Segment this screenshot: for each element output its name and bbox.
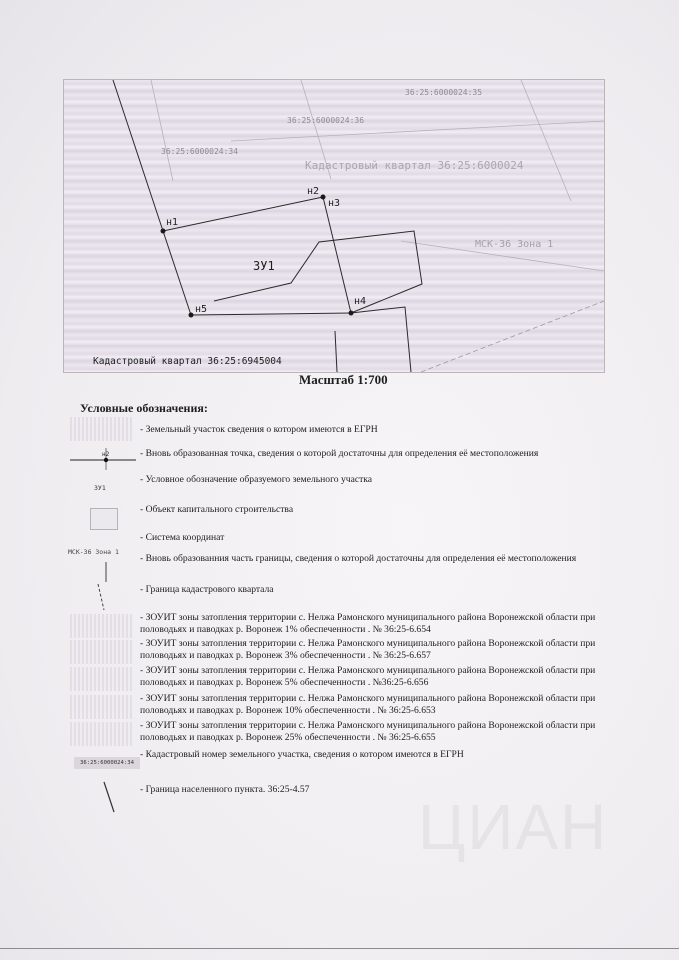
quarter-faded-label: Кадастровый квартал 36:25:6000024	[305, 159, 524, 172]
boundary-n1-n2	[163, 197, 323, 231]
legend-text: - Условное обозначение образуемого земельного участка	[140, 474, 373, 485]
faded-cadastral-labels	[161, 88, 553, 250]
legend-text: - ЗОУИТ зоны затопления территории с. Нелжа Рамонского муниципального района Воронежской области при половодьях и паводках р. Воронеж 1% обеспеченности . № 36:25-6.654	[140, 612, 596, 635]
cadastral-map[interactable]	[63, 79, 605, 373]
legend-text: - ЗОУИТ зоны затопления территории с. Нелжа Рамонского муниципального района Воронежской области при половодьях и паводках р. Воронеж 5% обеспеченности . №36:25-6.656	[140, 665, 596, 688]
parcel-line	[521, 80, 571, 201]
settlement-boundary-line	[113, 80, 191, 315]
legend-symbol-zone	[68, 612, 138, 638]
quarter-label: Кадастровый квартал 36:25:6945004	[93, 356, 282, 367]
zu-symbol-label: ЗУ1	[94, 484, 106, 492]
boundary-n5-n4	[191, 313, 351, 315]
point-n2[interactable]	[321, 195, 326, 200]
label-n1: н1	[166, 217, 179, 228]
label-n2: н2	[307, 186, 320, 197]
legend-symbol-parcel	[68, 417, 138, 443]
legend-text: - ЗОУИТ зоны затопления территории с. Нелжа Рамонского муниципального района Воронежской области при половодьях и паводках р. Воронеж 3% обеспеченности . № 36:25-6.657	[140, 638, 596, 661]
map-svg	[64, 80, 604, 372]
legend-text: - Вновь образованная точка, сведения о которой достаточны для определения её местоположения	[140, 448, 539, 459]
legend-text: - Граница кадастрового квартала	[140, 584, 274, 595]
legend-symbol-zu	[68, 474, 138, 500]
point-n5[interactable]	[189, 313, 194, 318]
legend-symbol-dashed	[68, 582, 138, 608]
point-labels	[93, 186, 366, 367]
formation-points	[161, 195, 354, 318]
symbol-line	[104, 782, 114, 812]
point-n1[interactable]	[161, 229, 166, 234]
legend-symbol-settlement	[68, 780, 138, 814]
legend-symbol-building	[68, 504, 138, 530]
mk-symbol-label: МСК-36 Зона 1	[68, 548, 119, 556]
point-n4[interactable]	[349, 311, 354, 316]
legend-symbol-zone	[68, 665, 138, 691]
legend-symbol-cad	[68, 749, 138, 775]
watermark: ЦИАН	[418, 791, 609, 863]
building-outline-right	[351, 307, 411, 372]
parcel-line	[151, 80, 173, 181]
legend-text: - ЗОУИТ зоны затопления территории с. Нелжа Рамонского муниципального района Воронежской области при половодьях и паводках р. Воронеж 25% обеспеченности . № 36:25-6.655	[140, 720, 596, 743]
label-n3: н3	[328, 198, 341, 209]
parcel-label-zu1: ЗУ1	[253, 259, 275, 273]
legend-text: - ЗОУИТ зоны затопления территории с. Нелжа Рамонского муниципального района Воронежской области при половодьях и паводках р. Воронеж 10% обеспеченности . № 36:25-6.653	[140, 693, 596, 716]
existing-parcel-outline	[214, 231, 422, 313]
symbol-dot	[104, 458, 108, 462]
legend-title: Условные обозначения:	[80, 401, 208, 415]
page-bottom-rule	[0, 948, 679, 949]
cad-number-34: 36:25:6000024:34	[161, 147, 239, 156]
quarter-boundary	[421, 301, 604, 372]
coordinate-system-label: МСК-36 Зона 1	[475, 239, 554, 250]
building-outline-left	[335, 331, 337, 372]
cad-number-36: 36:25:6000024:36	[287, 116, 365, 125]
legend-symbol-point	[68, 444, 138, 470]
legend-symbol-zone	[68, 720, 138, 746]
cad-number-35: 36:25:6000024:35	[405, 88, 483, 97]
legend-symbol-zone	[68, 693, 138, 719]
legend-text: - Граница населенного пункта. 36:25-4.57	[140, 784, 310, 795]
legend-symbol-zone	[68, 638, 138, 664]
cad-number-chip: 36:25:6000024:34	[74, 757, 140, 769]
legend-text: - Вновь образованния часть границы, сведения о которой достаточны для определения её местоположения	[140, 553, 577, 564]
scale-label: Масштаб 1:700	[299, 372, 388, 387]
point-symbol-svg	[68, 444, 138, 470]
legend-text: - Объект капитального строительства	[140, 504, 294, 515]
label-n4: н4	[354, 296, 367, 307]
label-n5: н5	[195, 304, 208, 315]
legend-text: - Кадастровый номер земельного участка, сведения о котором имеются в ЕГРН	[140, 749, 464, 760]
legend-text: - Земельный участок сведения о котором имеются в ЕГРН	[140, 424, 378, 435]
symbol-label: н2	[102, 451, 110, 458]
symbol-line	[98, 584, 104, 610]
parcel-boundaries	[113, 80, 422, 372]
dashed-symbol-svg	[68, 582, 138, 612]
settlement-symbol-svg	[68, 780, 138, 814]
legend-text: - Система координат	[140, 532, 225, 543]
boundary-n3-n4	[323, 197, 351, 313]
